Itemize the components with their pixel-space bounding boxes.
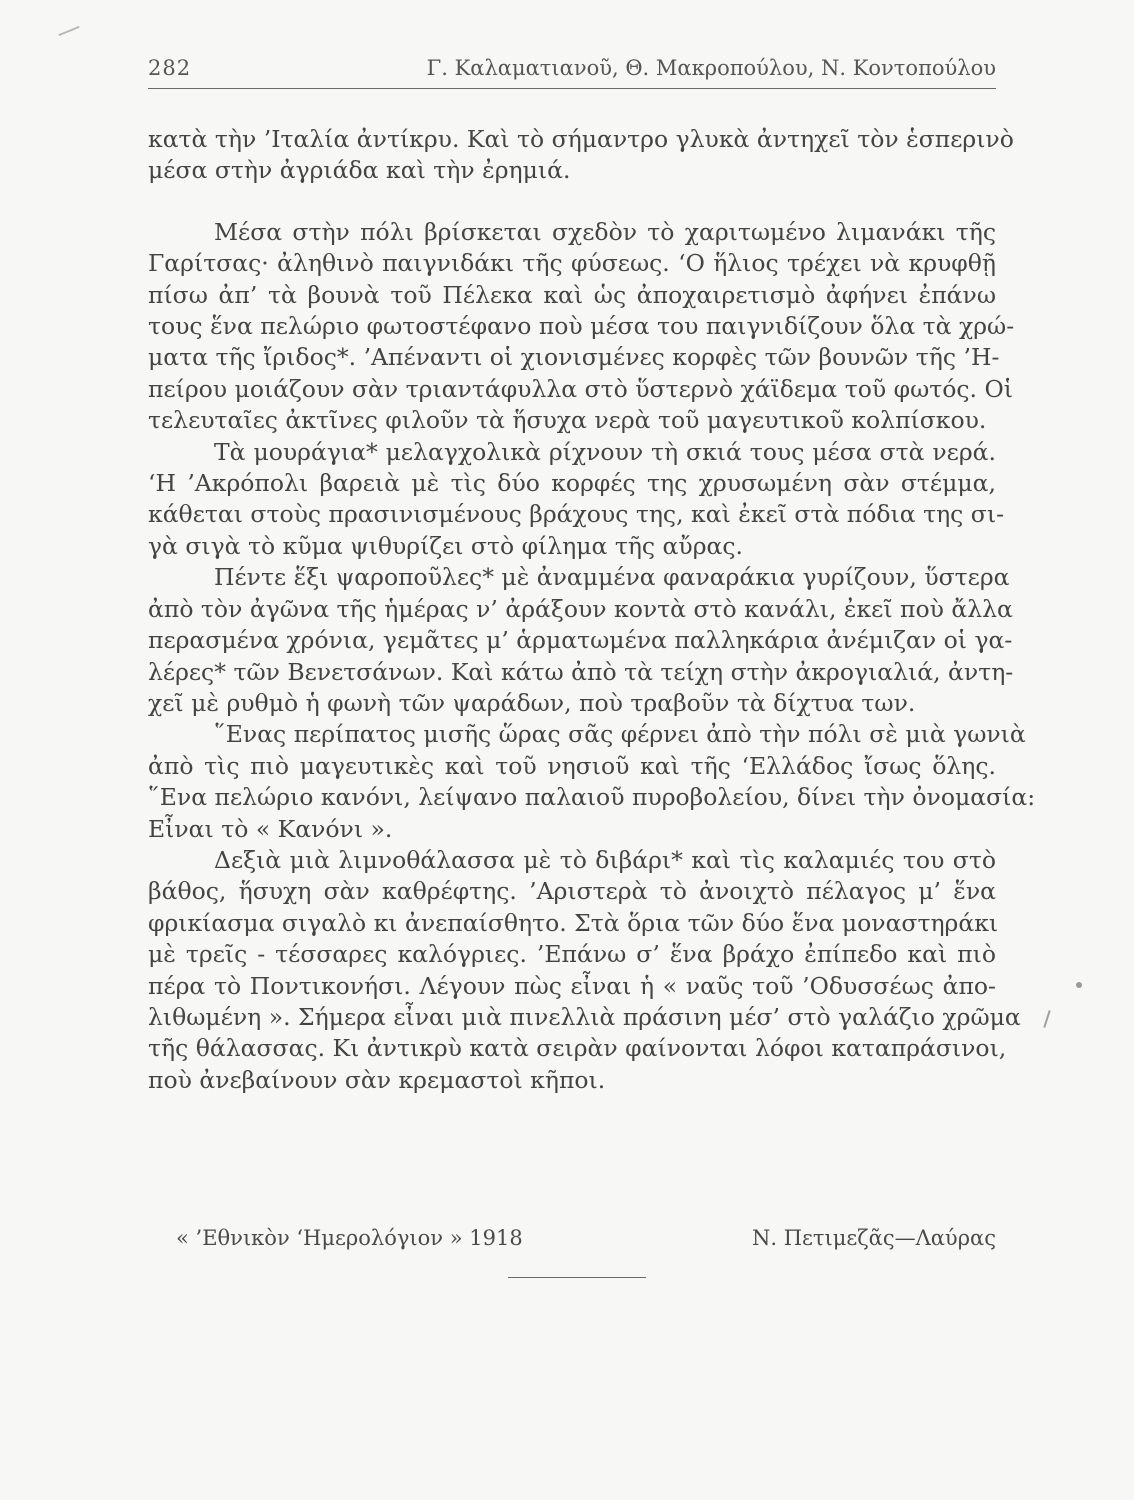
text-line: Μέσα στὴν πόλι βρίσκεται σχεδὸν τὸ χαριτωμένο λιμανάκι τῆς [214, 217, 996, 246]
text-line: ματα τῆς ἴριδος*. ’Απέναντι οἱ χιονισμένες κορφὲς τῶν βουνῶν τῆς ’Η- [148, 343, 1000, 372]
text-line: κατὰ τὴν ’Ιταλία ἀντίκρυ. Καὶ τὸ σήμαντρο γλυκὰ ἀντηχεῖ τὸν ἑσπερινὸ [148, 125, 1014, 153]
paragraph [148, 437, 1005, 563]
text-line: Τὰ μουράγια* μελαγχολικὰ ρίχνουν τὴ σκιά τους μέσα στὰ νερά. [214, 437, 996, 466]
body-text [148, 124, 1036, 1096]
source-citation: « ’Εθνικὸν ‘Ημερολόγιον » 1918 [176, 1226, 523, 1250]
text-line: ῞Ενα πελώριο κανόνι, λείψανο παλαιοῦ πυροβολείου, δίνει τὴν ὀνομασία: [148, 783, 1036, 812]
author-name: Ν. Πετιμεζᾶς—Λαύρας [751, 1226, 996, 1250]
text-line: περασμένα χρόνια, γεμᾶτες μ’ ἁρματωμένα παλληκάρια ἀνέμιζαν οἱ γα- [148, 626, 1013, 655]
text-line: ‘Η ’Ακρόπολι βαρειὰ μὲ τὶς δύο κορφές της χρυσωμένη σὰν στέμμα, [148, 469, 996, 498]
text-line: μέσα στὴν ἀγριάδα καὶ τὴν ἐρημιά. [148, 156, 571, 185]
running-title: Γ. Καλαματιανοῦ, Θ. Μακροπούλου, Ν. Κοντοπούλου [426, 56, 996, 80]
text-line: πίσω ἀπ’ τὰ βουνὰ τοῦ Πέλεκα καὶ ὡς ἀποχαιρετισμὸ ἀφήνει ἐπάνω [148, 280, 996, 309]
text-line: λιθωμένη ». Σήμερα εἶναι μιὰ πινελλιὰ πράσινη μέσ’ στὸ γαλάζιο χρῶμα [148, 1002, 1021, 1031]
text-line: Γαρίτσας· ἀληθινὸ παιγνιδάκι τῆς φύσεως. ‘Ο ἥλιος τρέχει νὰ κρυφθῇ [148, 249, 996, 278]
text-line: λέρες* τῶν Βενετσάνων. Καὶ κάτω ἀπὸ τὰ τείχη στὴν ἀκρογιαλιά, ἀντη- [148, 657, 1014, 686]
text-line: Εἶναι τὸ « Κανόνι ». [148, 814, 393, 843]
paragraph [148, 124, 1014, 187]
text-line: τους ἕνα πελώριο φωτοστέφανο ποὺ μέσα του παιγνιδίζουν ὅλα τὰ χρώ- [148, 312, 1015, 341]
paragraph [148, 719, 1036, 845]
margin-speck [1076, 982, 1082, 988]
end-rule [508, 1277, 646, 1278]
text-line: πείρου μοιάζουν σὰν τριαντάφυλλα στὸ ὕστερνὸ χάϊδεμα τοῦ φωτός. Οἱ [148, 374, 1013, 403]
paragraph-gap [148, 187, 996, 217]
text-line: τελευταῖες ἀκτῖνες φιλοῦν τὰ ἥσυχα νερὰ τοῦ μαγευτικοῦ κολπίσκου. [148, 406, 987, 435]
signature-row [148, 1226, 996, 1256]
stray-pen-mark [58, 26, 79, 36]
text-line: ἀπὸ τὶς πιὸ μαγευτικὲς καὶ τοῦ νησιοῦ καὶ τῆς ‘Ελλάδος ἴσως ὅλης. [148, 751, 996, 780]
text-line: τῆς θάλασσας. Κι ἀντικρὺ κατὰ σειρὰν φαίνονται λόφοι καταπράσινοι, [148, 1034, 1007, 1063]
page-header [148, 56, 996, 90]
text-line: ποὺ ἀνεβαίνουν σὰν κρεμαστοὶ κῆποι. [148, 1065, 606, 1094]
text-line: φρικίασμα σιγαλὸ κι ἀνεπαίσθητο. Στὰ ὅρια τῶν δύο ἕνα μοναστηράκι [148, 908, 999, 937]
header-rule [148, 88, 996, 89]
text-line: μὲ τρεῖς - τέσσαρες καλόγριες. ’Επάνω σ’ ἕνα βράχο ἐπίπεδο καὶ πιὸ [148, 940, 996, 969]
margin-tick-mark [1043, 1010, 1050, 1028]
page-number: 282 [148, 56, 192, 80]
text-line: γὰ σιγὰ τὸ κῦμα ψιθυρίζει στὸ φίλημα τῆς αὔρας. [148, 531, 744, 560]
paragraph [148, 562, 1014, 719]
text-line: βάθος, ἥσυχη σὰν καθρέφτης. ’Αριστερὰ τὸ ἀνοιχτὸ πέλαγος μ’ ἕνα [148, 877, 996, 906]
paragraph [148, 217, 1015, 437]
text-line: ῞Ενας περίπατος μισῆς ὥρας σᾶς φέρνει ἀπὸ τὴν πόλι σὲ μιὰ γωνιὰ [214, 720, 1026, 749]
text-line: πέρα τὸ Ποντικονήσι. Λέγουν πὼς εἶναι ἡ « ναῦς τοῦ ’Οδυσσέως ἀπο- [148, 971, 996, 1000]
text-line: Πέντε ἕξι ψαροποῦλες* μὲ ἀναμμένα φαναράκια γυρίζουν, ὕστερα [214, 563, 1010, 592]
text-line: Δεξιὰ μιὰ λιμνοθάλασσα μὲ τὸ διβάρι* καὶ τὶς καλαμιές του στὸ [214, 845, 996, 874]
paragraph [148, 845, 1021, 1096]
text-line: κάθεται στοὺς πρασινισμένους βράχους της, καὶ ἐκεῖ στὰ πόδια της σι- [148, 500, 1005, 529]
text-line: χεῖ μὲ ρυθμὸ ἡ φωνὴ τῶν ψαράδων, ποὺ τραβοῦν τὰ δίχτυα των. [148, 688, 916, 717]
text-line: ἀπὸ τὸν ἀγῶνα τῆς ἡμέρας ν’ ἀράξουν κοντὰ στὸ κανάλι, ἐκεῖ ποὺ ἄλλα [148, 594, 1013, 623]
